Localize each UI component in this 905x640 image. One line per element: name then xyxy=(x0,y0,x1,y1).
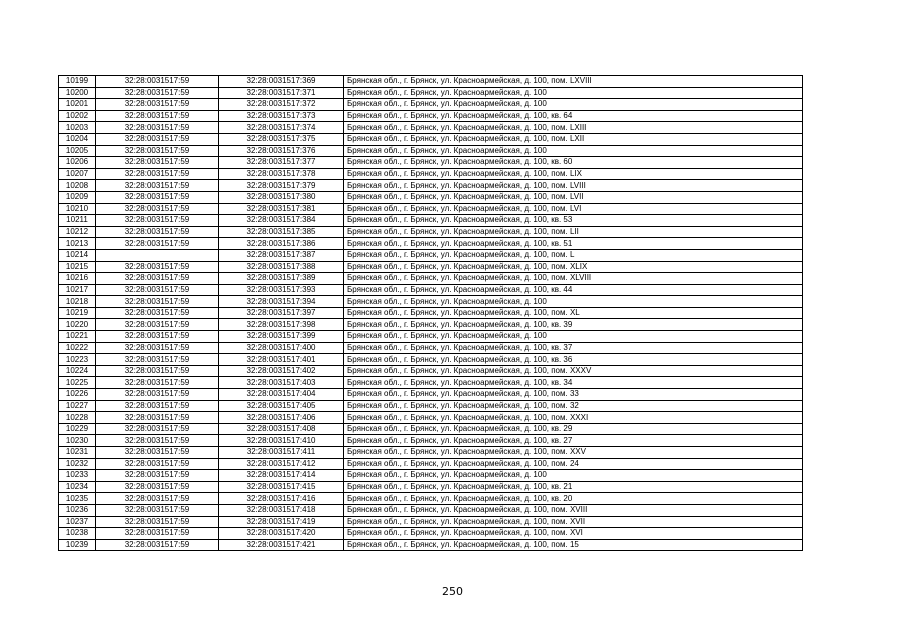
address-cell: Брянская обл., г. Брянск, ул. Красноармейская, д. 100, пом. LXIII xyxy=(344,122,803,134)
parent-cadastral-cell: 32:28:0031517:59 xyxy=(96,412,219,424)
cadastral-number-cell: 32:28:0031517:375 xyxy=(219,133,344,145)
address-cell: Брянская обл., г. Брянск, ул. Красноармейская, д. 100 xyxy=(344,99,803,111)
parent-cadastral-cell: 32:28:0031517:59 xyxy=(96,470,219,482)
row-number-cell: 10220 xyxy=(59,319,96,331)
table-row xyxy=(59,400,803,412)
parent-cadastral-cell: 32:28:0031517:59 xyxy=(96,377,219,389)
address-cell: Брянская обл., г. Брянск, ул. Красноармейская, д. 100, пом. XVIII xyxy=(344,504,803,516)
row-number-cell: 10235 xyxy=(59,493,96,505)
address-cell: Брянская обл., г. Брянск, ул. Красноармейская, д. 100 xyxy=(344,87,803,99)
parent-cadastral-cell: 32:28:0031517:59 xyxy=(96,122,219,134)
cadastral-number-cell: 32:28:0031517:411 xyxy=(219,447,344,459)
row-number-cell: 10233 xyxy=(59,470,96,482)
table-row xyxy=(59,87,803,99)
address-cell: Брянская обл., г. Брянск, ул. Красноармейская, д. 100 xyxy=(344,470,803,482)
parent-cadastral-cell: 32:28:0031517:59 xyxy=(96,284,219,296)
row-number-cell: 10209 xyxy=(59,191,96,203)
cadastral-number-cell: 32:28:0031517:401 xyxy=(219,354,344,366)
row-number-cell: 10232 xyxy=(59,458,96,470)
address-cell: Брянская обл., г. Брянск, ул. Красноармейская, д. 100 xyxy=(344,296,803,308)
table-row xyxy=(59,191,803,203)
cadastral-number-cell: 32:28:0031517:372 xyxy=(219,99,344,111)
row-number-cell: 10222 xyxy=(59,342,96,354)
table-row xyxy=(59,528,803,540)
table-row xyxy=(59,99,803,111)
address-cell: Брянская обл., г. Брянск, ул. Красноармейская, д. 100, пом. LXII xyxy=(344,133,803,145)
parent-cadastral-cell xyxy=(96,249,219,261)
row-number-cell: 10231 xyxy=(59,447,96,459)
cadastral-number-cell: 32:28:0031517:388 xyxy=(219,261,344,273)
row-number-cell: 10228 xyxy=(59,412,96,424)
table-row xyxy=(59,307,803,319)
address-cell: Брянская обл., г. Брянск, ул. Красноармейская, д. 100, кв. 34 xyxy=(344,377,803,389)
cadastral-number-cell: 32:28:0031517:404 xyxy=(219,389,344,401)
cadastral-number-cell: 32:28:0031517:421 xyxy=(219,539,344,551)
table-row xyxy=(59,493,803,505)
table-row xyxy=(59,470,803,482)
parent-cadastral-cell: 32:28:0031517:59 xyxy=(96,168,219,180)
table-row xyxy=(59,389,803,401)
table-row xyxy=(59,122,803,134)
address-cell: Брянская обл., г. Брянск, ул. Красноармейская, д. 100, пом. XXV xyxy=(344,447,803,459)
address-cell: Брянская обл., г. Брянск, ул. Красноармейская, д. 100, кв. 39 xyxy=(344,319,803,331)
row-number-cell: 10200 xyxy=(59,87,96,99)
address-cell: Брянская обл., г. Брянск, ул. Красноармейская, д. 100, кв. 64 xyxy=(344,110,803,122)
address-cell: Брянская обл., г. Брянск, ул. Красноармейская, д. 100, пом. XL xyxy=(344,307,803,319)
address-cell: Брянская обл., г. Брянск, ул. Красноармейская, д. 100, кв. 53 xyxy=(344,215,803,227)
table-row xyxy=(59,331,803,343)
parent-cadastral-cell: 32:28:0031517:59 xyxy=(96,296,219,308)
parent-cadastral-cell: 32:28:0031517:59 xyxy=(96,319,219,331)
cadastral-number-cell: 32:28:0031517:389 xyxy=(219,273,344,285)
cadastral-number-cell: 32:28:0031517:410 xyxy=(219,435,344,447)
row-number-cell: 10225 xyxy=(59,377,96,389)
table-row xyxy=(59,504,803,516)
cadastral-number-cell: 32:28:0031517:380 xyxy=(219,191,344,203)
row-number-cell: 10212 xyxy=(59,226,96,238)
address-cell: Брянская обл., г. Брянск, ул. Красноармейская, д. 100, пом. LVII xyxy=(344,191,803,203)
parent-cadastral-cell: 32:28:0031517:59 xyxy=(96,504,219,516)
parent-cadastral-cell: 32:28:0031517:59 xyxy=(96,342,219,354)
parent-cadastral-cell: 32:28:0031517:59 xyxy=(96,331,219,343)
row-number-cell: 10238 xyxy=(59,528,96,540)
row-number-cell: 10230 xyxy=(59,435,96,447)
address-cell: Брянская обл., г. Брянск, ул. Красноармейская, д. 100, пом. LVIII xyxy=(344,180,803,192)
parent-cadastral-cell: 32:28:0031517:59 xyxy=(96,528,219,540)
row-number-cell: 10205 xyxy=(59,145,96,157)
address-cell: Брянская обл., г. Брянск, ул. Красноармейская, д. 100, пом. 15 xyxy=(344,539,803,551)
cadastral-number-cell: 32:28:0031517:385 xyxy=(219,226,344,238)
parent-cadastral-cell: 32:28:0031517:59 xyxy=(96,481,219,493)
table-row xyxy=(59,458,803,470)
parent-cadastral-cell: 32:28:0031517:59 xyxy=(96,539,219,551)
cadastral-number-cell: 32:28:0031517:387 xyxy=(219,249,344,261)
parent-cadastral-cell: 32:28:0031517:59 xyxy=(96,307,219,319)
table-row xyxy=(59,110,803,122)
parent-cadastral-cell: 32:28:0031517:59 xyxy=(96,87,219,99)
parent-cadastral-cell: 32:28:0031517:59 xyxy=(96,447,219,459)
row-number-cell: 10218 xyxy=(59,296,96,308)
parent-cadastral-cell: 32:28:0031517:59 xyxy=(96,365,219,377)
parent-cadastral-cell: 32:28:0031517:59 xyxy=(96,110,219,122)
parent-cadastral-cell: 32:28:0031517:59 xyxy=(96,516,219,528)
row-number-cell: 10216 xyxy=(59,273,96,285)
table-row xyxy=(59,226,803,238)
cadastral-number-cell: 32:28:0031517:376 xyxy=(219,145,344,157)
address-cell: Брянская обл., г. Брянск, ул. Красноармейская, д. 100, кв. 27 xyxy=(344,435,803,447)
address-cell: Брянская обл., г. Брянск, ул. Красноармейская, д. 100, пом. XLVIII xyxy=(344,273,803,285)
table-row xyxy=(59,435,803,447)
cadastral-number-cell: 32:28:0031517:397 xyxy=(219,307,344,319)
row-number-cell: 10213 xyxy=(59,238,96,250)
row-number-cell: 10208 xyxy=(59,180,96,192)
row-number-cell: 10203 xyxy=(59,122,96,134)
cadastral-number-cell: 32:28:0031517:386 xyxy=(219,238,344,250)
table-row xyxy=(59,180,803,192)
parent-cadastral-cell: 32:28:0031517:59 xyxy=(96,389,219,401)
cadastral-number-cell: 32:28:0031517:414 xyxy=(219,470,344,482)
address-cell: Брянская обл., г. Брянск, ул. Красноармейская, д. 100, кв. 29 xyxy=(344,423,803,435)
row-number-cell: 10221 xyxy=(59,331,96,343)
cadastral-number-cell: 32:28:0031517:402 xyxy=(219,365,344,377)
table-row xyxy=(59,215,803,227)
cadastral-number-cell: 32:28:0031517:381 xyxy=(219,203,344,215)
row-number-cell: 10214 xyxy=(59,249,96,261)
row-number-cell: 10204 xyxy=(59,133,96,145)
table-row xyxy=(59,76,803,88)
cadastral-number-cell: 32:28:0031517:419 xyxy=(219,516,344,528)
address-cell: Брянская обл., г. Брянск, ул. Красноармейская, д. 100, пом. XVII xyxy=(344,516,803,528)
parent-cadastral-cell: 32:28:0031517:59 xyxy=(96,157,219,169)
parent-cadastral-cell: 32:28:0031517:59 xyxy=(96,215,219,227)
row-number-cell: 10223 xyxy=(59,354,96,366)
parent-cadastral-cell: 32:28:0031517:59 xyxy=(96,226,219,238)
address-cell: Брянская обл., г. Брянск, ул. Красноармейская, д. 100, кв. 44 xyxy=(344,284,803,296)
row-number-cell: 10206 xyxy=(59,157,96,169)
table-row xyxy=(59,342,803,354)
cadastral-number-cell: 32:28:0031517:399 xyxy=(219,331,344,343)
table-row xyxy=(59,145,803,157)
row-number-cell: 10210 xyxy=(59,203,96,215)
page-number: 250 xyxy=(442,585,463,598)
parent-cadastral-cell: 32:28:0031517:59 xyxy=(96,423,219,435)
table-row xyxy=(59,516,803,528)
registry-table xyxy=(58,75,803,551)
registry-table-body xyxy=(59,76,803,551)
parent-cadastral-cell: 32:28:0031517:59 xyxy=(96,435,219,447)
address-cell: Брянская обл., г. Брянск, ул. Красноармейская, д. 100, пом. 32 xyxy=(344,400,803,412)
parent-cadastral-cell: 32:28:0031517:59 xyxy=(96,145,219,157)
cadastral-number-cell: 32:28:0031517:418 xyxy=(219,504,344,516)
table-row xyxy=(59,296,803,308)
cadastral-number-cell: 32:28:0031517:400 xyxy=(219,342,344,354)
address-cell: Брянская обл., г. Брянск, ул. Красноармейская, д. 100, кв. 20 xyxy=(344,493,803,505)
row-number-cell: 10236 xyxy=(59,504,96,516)
row-number-cell: 10215 xyxy=(59,261,96,273)
parent-cadastral-cell: 32:28:0031517:59 xyxy=(96,99,219,111)
row-number-cell: 10211 xyxy=(59,215,96,227)
table-row xyxy=(59,261,803,273)
cadastral-number-cell: 32:28:0031517:420 xyxy=(219,528,344,540)
address-cell: Брянская обл., г. Брянск, ул. Красноармейская, д. 100, пом. XXXV xyxy=(344,365,803,377)
parent-cadastral-cell: 32:28:0031517:59 xyxy=(96,180,219,192)
parent-cadastral-cell: 32:28:0031517:59 xyxy=(96,203,219,215)
cadastral-number-cell: 32:28:0031517:377 xyxy=(219,157,344,169)
parent-cadastral-cell: 32:28:0031517:59 xyxy=(96,238,219,250)
parent-cadastral-cell: 32:28:0031517:59 xyxy=(96,458,219,470)
address-cell: Брянская обл., г. Брянск, ул. Красноармейская, д. 100, пом. L xyxy=(344,249,803,261)
row-number-cell: 10226 xyxy=(59,389,96,401)
parent-cadastral-cell: 32:28:0031517:59 xyxy=(96,493,219,505)
row-number-cell: 10224 xyxy=(59,365,96,377)
address-cell: Брянская обл., г. Брянск, ул. Красноармейская, д. 100, пом. LII xyxy=(344,226,803,238)
table-row xyxy=(59,447,803,459)
row-number-cell: 10234 xyxy=(59,481,96,493)
address-cell: Брянская обл., г. Брянск, ул. Красноармейская, д. 100 xyxy=(344,145,803,157)
cadastral-number-cell: 32:28:0031517:412 xyxy=(219,458,344,470)
row-number-cell: 10201 xyxy=(59,99,96,111)
table-row xyxy=(59,133,803,145)
parent-cadastral-cell: 32:28:0031517:59 xyxy=(96,273,219,285)
address-cell: Брянская обл., г. Брянск, ул. Красноармейская, д. 100, пом. 24 xyxy=(344,458,803,470)
row-number-cell: 10199 xyxy=(59,76,96,88)
table-row xyxy=(59,423,803,435)
table-row xyxy=(59,238,803,250)
row-number-cell: 10217 xyxy=(59,284,96,296)
row-number-cell: 10237 xyxy=(59,516,96,528)
table-row xyxy=(59,157,803,169)
cadastral-number-cell: 32:28:0031517:384 xyxy=(219,215,344,227)
address-cell: Брянская обл., г. Брянск, ул. Красноармейская, д. 100 xyxy=(344,331,803,343)
table-row xyxy=(59,377,803,389)
parent-cadastral-cell: 32:28:0031517:59 xyxy=(96,261,219,273)
row-number-cell: 10239 xyxy=(59,539,96,551)
table-row xyxy=(59,539,803,551)
address-cell: Брянская обл., г. Брянск, ул. Красноармейская, д. 100, пом. LXVIII xyxy=(344,76,803,88)
cadastral-number-cell: 32:28:0031517:393 xyxy=(219,284,344,296)
address-cell: Брянская обл., г. Брянск, ул. Красноармейская, д. 100, кв. 36 xyxy=(344,354,803,366)
table-row xyxy=(59,249,803,261)
address-cell: Брянская обл., г. Брянск, ул. Красноармейская, д. 100, пом. 33 xyxy=(344,389,803,401)
parent-cadastral-cell: 32:28:0031517:59 xyxy=(96,400,219,412)
table-row xyxy=(59,412,803,424)
cadastral-number-cell: 32:28:0031517:378 xyxy=(219,168,344,180)
cadastral-number-cell: 32:28:0031517:369 xyxy=(219,76,344,88)
address-cell: Брянская обл., г. Брянск, ул. Красноармейская, д. 100, пом. XLIX xyxy=(344,261,803,273)
table-row xyxy=(59,168,803,180)
table-row xyxy=(59,354,803,366)
cadastral-number-cell: 32:28:0031517:406 xyxy=(219,412,344,424)
address-cell: Брянская обл., г. Брянск, ул. Красноармейская, д. 100, пом. XVI xyxy=(344,528,803,540)
parent-cadastral-cell: 32:28:0031517:59 xyxy=(96,76,219,88)
row-number-cell: 10202 xyxy=(59,110,96,122)
cadastral-number-cell: 32:28:0031517:374 xyxy=(219,122,344,134)
table-row xyxy=(59,319,803,331)
cadastral-number-cell: 32:28:0031517:379 xyxy=(219,180,344,192)
address-cell: Брянская обл., г. Брянск, ул. Красноармейская, д. 100, пом. LVI xyxy=(344,203,803,215)
address-cell: Брянская обл., г. Брянск, ул. Красноармейская, д. 100, кв. 21 xyxy=(344,481,803,493)
table-row xyxy=(59,481,803,493)
parent-cadastral-cell: 32:28:0031517:59 xyxy=(96,191,219,203)
table-row xyxy=(59,284,803,296)
row-number-cell: 10207 xyxy=(59,168,96,180)
address-cell: Брянская обл., г. Брянск, ул. Красноармейская, д. 100, пом. LIX xyxy=(344,168,803,180)
cadastral-number-cell: 32:28:0031517:398 xyxy=(219,319,344,331)
address-cell: Брянская обл., г. Брянск, ул. Красноармейская, д. 100, кв. 60 xyxy=(344,157,803,169)
cadastral-number-cell: 32:28:0031517:415 xyxy=(219,481,344,493)
address-cell: Брянская обл., г. Брянск, ул. Красноармейская, д. 100, кв. 37 xyxy=(344,342,803,354)
table-row xyxy=(59,365,803,377)
row-number-cell: 10227 xyxy=(59,400,96,412)
cadastral-number-cell: 32:28:0031517:416 xyxy=(219,493,344,505)
table-row xyxy=(59,203,803,215)
cadastral-number-cell: 32:28:0031517:373 xyxy=(219,110,344,122)
cadastral-number-cell: 32:28:0031517:405 xyxy=(219,400,344,412)
cadastral-number-cell: 32:28:0031517:403 xyxy=(219,377,344,389)
table-row xyxy=(59,273,803,285)
cadastral-number-cell: 32:28:0031517:371 xyxy=(219,87,344,99)
parent-cadastral-cell: 32:28:0031517:59 xyxy=(96,133,219,145)
cadastral-number-cell: 32:28:0031517:408 xyxy=(219,423,344,435)
row-number-cell: 10219 xyxy=(59,307,96,319)
cadastral-number-cell: 32:28:0031517:394 xyxy=(219,296,344,308)
address-cell: Брянская обл., г. Брянск, ул. Красноармейская, д. 100, пом. XXXI xyxy=(344,412,803,424)
parent-cadastral-cell: 32:28:0031517:59 xyxy=(96,354,219,366)
address-cell: Брянская обл., г. Брянск, ул. Красноармейская, д. 100, кв. 51 xyxy=(344,238,803,250)
row-number-cell: 10229 xyxy=(59,423,96,435)
